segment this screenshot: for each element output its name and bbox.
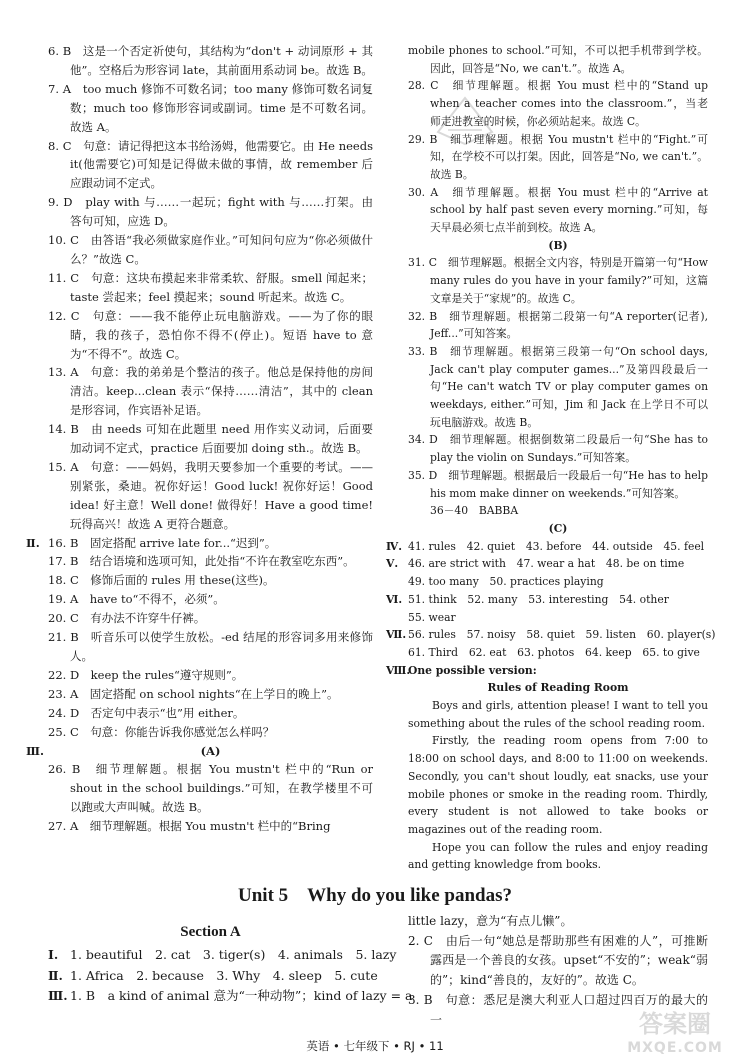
answer-line: 51. think 52. many 53. interesting 54. other bbox=[408, 592, 669, 606]
answer-explanation: 33. B 细节理解题。根据第三段第一句“On school days, Jack can't play computer games...”及第四段最后一句“He can't watch TV or play computer games on weekdays, either.”可知，Jim 和 Jack 在上学日不可以玩电脑游戏。故选 B。 bbox=[408, 344, 708, 429]
answer-explanation: 22. D keep the rules“遵守规则”。 bbox=[48, 667, 244, 682]
answer-explanation: 32. B 细节理解题。根据第二段第一句“A reporter(记者), Jeff...”可知答案。 bbox=[408, 309, 708, 341]
answer-explanation: 16. B 固定搭配 arrive late for...“迟到”。 bbox=[48, 535, 277, 550]
answer-explanation: 3. B 句意：悉尼是澳大利亚人口超过四百万的最大的一 bbox=[408, 992, 708, 1027]
answer-line: 46. are strict with 47. wear a hat 48. be on time bbox=[408, 557, 685, 571]
answer-explanation: little lazy，意为“有点儿懒”。 bbox=[408, 914, 573, 928]
answer-explanation: 31. C 细节理解题。根据全文内容，特别是开篇第一句“How many rules do you have in your family?”可知，这篇文章是关于“家规”的。故选 C。 bbox=[408, 256, 708, 305]
answer-line: 55. wear bbox=[408, 610, 456, 624]
answer-groups bbox=[386, 538, 716, 662]
answer-line: 41. rules 42. quiet 43. before 44. outside 45. feel bbox=[408, 539, 705, 553]
section-a-answer: 1. Africa 2. because 3. Why 4. sleep 5. cute bbox=[70, 967, 378, 983]
answer-explanation: 35. D 细节理解题。根据最后一段最后一句“He has to help his mom make dinner on weekends.”可知答案。 bbox=[408, 468, 708, 500]
answer-explanation: 12. C 句意：——我不能停止玩电脑游戏。——为了你的眼睛，我的孩子，恐怕你不得不(停止)。短语 have to 意为“不得不”。故选 C。 bbox=[48, 308, 373, 361]
answer-explanation: mobile phones to school.”可知，不可以把手机带到学校。因此，回答是“No, we can't.”。故选 A。 bbox=[408, 44, 708, 75]
answer-explanation: 9. D play with 与……一起玩；fight with 与……打架。由答句可知，应选 D。 bbox=[48, 195, 373, 229]
right-column bbox=[386, 42, 716, 874]
section-3-head-a: (A) bbox=[200, 743, 221, 758]
section-a-answer: 1. beautiful 2. cat 3. tiger(s) 4. animals 5. lazy bbox=[70, 947, 397, 962]
answer-explanation: 11. C 句意：这块布摸起来非常柔软、舒服。smell 闻起来；taste 尝起来；feel 摸起来；sound 听起来。故选 C。 bbox=[48, 270, 373, 304]
essay-paragraph: Boys and girls, attention please! I want to tell you something about the rules of the school reading room. bbox=[408, 699, 708, 730]
essay-body bbox=[408, 697, 708, 874]
section-2 bbox=[26, 534, 373, 742]
answer-group-numeral: Ⅴ. bbox=[386, 557, 399, 571]
unit-title: Unit 5 Why do you like pandas? bbox=[238, 885, 512, 906]
answer-explanation: 21. B 听音乐可以使学生放松。-ed 结尾的形容词多用来修饰人。 bbox=[48, 630, 373, 663]
answer-explanation: 28. C 细节理解题。根据 You must 栏中的“Stand up when a teacher comes into the classroom.”，当老师走进教室的时候，你必须站起来。故选 C。 bbox=[408, 79, 708, 128]
section-3-numeral: Ⅲ. bbox=[26, 743, 45, 758]
section-3-entries bbox=[48, 760, 373, 836]
answer-explanation: 24. D 否定句中表示“也”用 either。 bbox=[48, 705, 245, 720]
section-a-answer-row bbox=[48, 966, 378, 987]
essay-numeral: Ⅷ. bbox=[386, 663, 411, 677]
answer-explanation: 19. A have to“不得不，必须”。 bbox=[48, 592, 225, 607]
answer-group bbox=[386, 591, 708, 626]
answer-explanation: 18. C 修饰后面的 rules 用 these(这些)。 bbox=[48, 573, 275, 588]
answer-group-numeral: Ⅶ. bbox=[386, 628, 407, 642]
answer-explanation: 23. A 固定搭配 on school nights“在上学日的晚上”。 bbox=[48, 686, 339, 701]
answer-list-part-b bbox=[408, 254, 708, 502]
section-head-c: (C) bbox=[548, 521, 568, 535]
answer-explanation: 26. B 细节理解题。根据 You mustn't 栏中的“Run or shout in the school buildings.”可知，在教学楼里不可以跑或大声叫喊。故选 B。 bbox=[48, 762, 373, 815]
left-column bbox=[26, 42, 373, 836]
section-2-entries bbox=[48, 534, 373, 742]
answer-explanation: 7. A too much 修饰不可数名词；too many 修饰可数名词复数；much too 修饰形容词或副词。time 是不可数名词。故选 A。 bbox=[48, 81, 373, 134]
answer-36-40: 36－40 BABBA bbox=[430, 504, 519, 518]
answer-explanation: 2. C 由后一句“她总是帮助那些有困难的人”，可推断露西是一个善良的女孩。upset“不安的”；weak“弱的”；kind“善良的，友好的”。故选 C。 bbox=[408, 933, 708, 988]
answer-line: 56. rules 57. noisy 58. quiet 59. listen 60. player(s) bbox=[408, 628, 716, 642]
page-footer: 英语 • 七年级下 • RJ • 11 bbox=[306, 1039, 444, 1053]
answer-explanation: 25. C 句意：你能告诉我你感觉怎么样吗？ bbox=[48, 724, 275, 739]
essay-label: One possible version: bbox=[408, 663, 537, 677]
answer-list-part-1 bbox=[48, 42, 373, 534]
section-a-title: Section A bbox=[180, 924, 241, 940]
answer-group-numeral: Ⅳ. bbox=[386, 539, 402, 553]
answer-group bbox=[386, 626, 716, 661]
answer-explanation: 8. C 句意：请记得把这本书给汤姆，他需要它。由 He needs it(他需要它)可知是记得做未做的事情，故 remember 后应跟动词不定式。 bbox=[48, 138, 373, 191]
answer-line: 61. Third 62. eat 63. photos 64. keep 65. to give bbox=[408, 645, 700, 659]
answer-explanation: 15. A 句意：——妈妈，我明天要参加一个重要的考试。——别紧张，桑迪。祝你好运！Good luck! 祝你好运！Good idea! 好主意！Well done! 做得好！Have a good time! 玩得高兴！故选 A 更符合题意。 bbox=[48, 459, 373, 531]
section-a-numeral: Ⅲ. bbox=[48, 988, 68, 1003]
answer-group bbox=[386, 555, 708, 590]
section-a-answer: 1. B a kind of animal 意为“一种动物”；kind of lazy = a bbox=[70, 988, 413, 1003]
essay-paragraph: Hope you can follow the rules and enjoy reading and getting knowledge from books. bbox=[408, 840, 708, 872]
section-3 bbox=[26, 742, 373, 837]
answer-explanation: 14. B 由 needs 可知在此题里 need 用作实义动词，后面要加动词不定式，practice 后面要加 doing sth.。故选 B。 bbox=[48, 422, 373, 456]
answer-group bbox=[386, 538, 708, 556]
essay-section bbox=[386, 662, 708, 874]
essay-paragraph: Firstly, the reading room opens from 7:00 to 18:00 on school days, and 8:00 to 11:00 on weekends. Secondly, you can't shout loudly, eat snacks, use your mobile phones or smoke in the reading room. Thirdly, every student is not allowed to take books or magazines out of the reading room. bbox=[408, 734, 708, 836]
essay-title: Rules of Reading Room bbox=[487, 681, 629, 695]
answer-explanation: 30. A 细节理解题。根据 You must 栏中的“Arrive at school by half past seven every morning.”可知，每天早晨必须七点半前到校。故选 A。 bbox=[408, 185, 708, 235]
bottom-left-answers bbox=[48, 945, 413, 1007]
section-2-numeral: Ⅱ. bbox=[26, 535, 40, 550]
answer-explanation: 13. A 句意：我的弟弟是个整洁的孩子。他总是保持他的房间清洁。keep...clean 表示“保持……清洁”，其中的 clean 是形容词，作宾语补足语。 bbox=[48, 365, 373, 418]
answer-group-numeral: Ⅵ. bbox=[386, 592, 403, 606]
watermark-text: 答案圈 bbox=[639, 1010, 711, 1038]
answer-explanation: 6. B 这是一个否定祈使句，其结构为“don't + 动词原形 + 其他”。空格后为形容词 late，其前面用系动词 be。故选 B。 bbox=[48, 44, 373, 77]
section-a-answer-row bbox=[48, 945, 397, 966]
answer-explanation: 29. B 细节理解题。根据 You mustn't 栏中的“Fight.”可知，在学校不可以打架。因此，回答是“No, we can't.”。故选 B。 bbox=[408, 132, 708, 181]
watermark-url: MXQE.COM bbox=[627, 1040, 723, 1056]
watermark-logo bbox=[615, 1012, 735, 1058]
answer-explanation: 17. B 结合语境和选项可知，此处指“不许在教室吃东西”。 bbox=[48, 554, 355, 569]
section-a-numeral: Ⅱ. bbox=[48, 967, 63, 983]
answer-line: 49. too many 50. practices playing bbox=[408, 575, 604, 589]
section-a-answer-row bbox=[48, 986, 413, 1007]
answer-explanation: 10. C 由答语“我必须做家庭作业。”可知问句应为“你必须做什么？”故选 C。 bbox=[48, 233, 373, 266]
section-head-b: (B) bbox=[548, 238, 568, 252]
answer-list-part-a bbox=[408, 42, 708, 237]
answer-explanation: 27. A 细节理解题。根据 You mustn't 栏中的“Bring bbox=[48, 819, 331, 834]
section-a-numeral: Ⅰ. bbox=[48, 947, 59, 962]
answer-explanation: 20. C 有办法不许穿牛仔裤。 bbox=[48, 611, 206, 626]
answer-explanation: 34. D 细节理解题。根据倒数第二段最后一句“She has to play the violin on Sundays.”可知答案。 bbox=[408, 433, 708, 465]
